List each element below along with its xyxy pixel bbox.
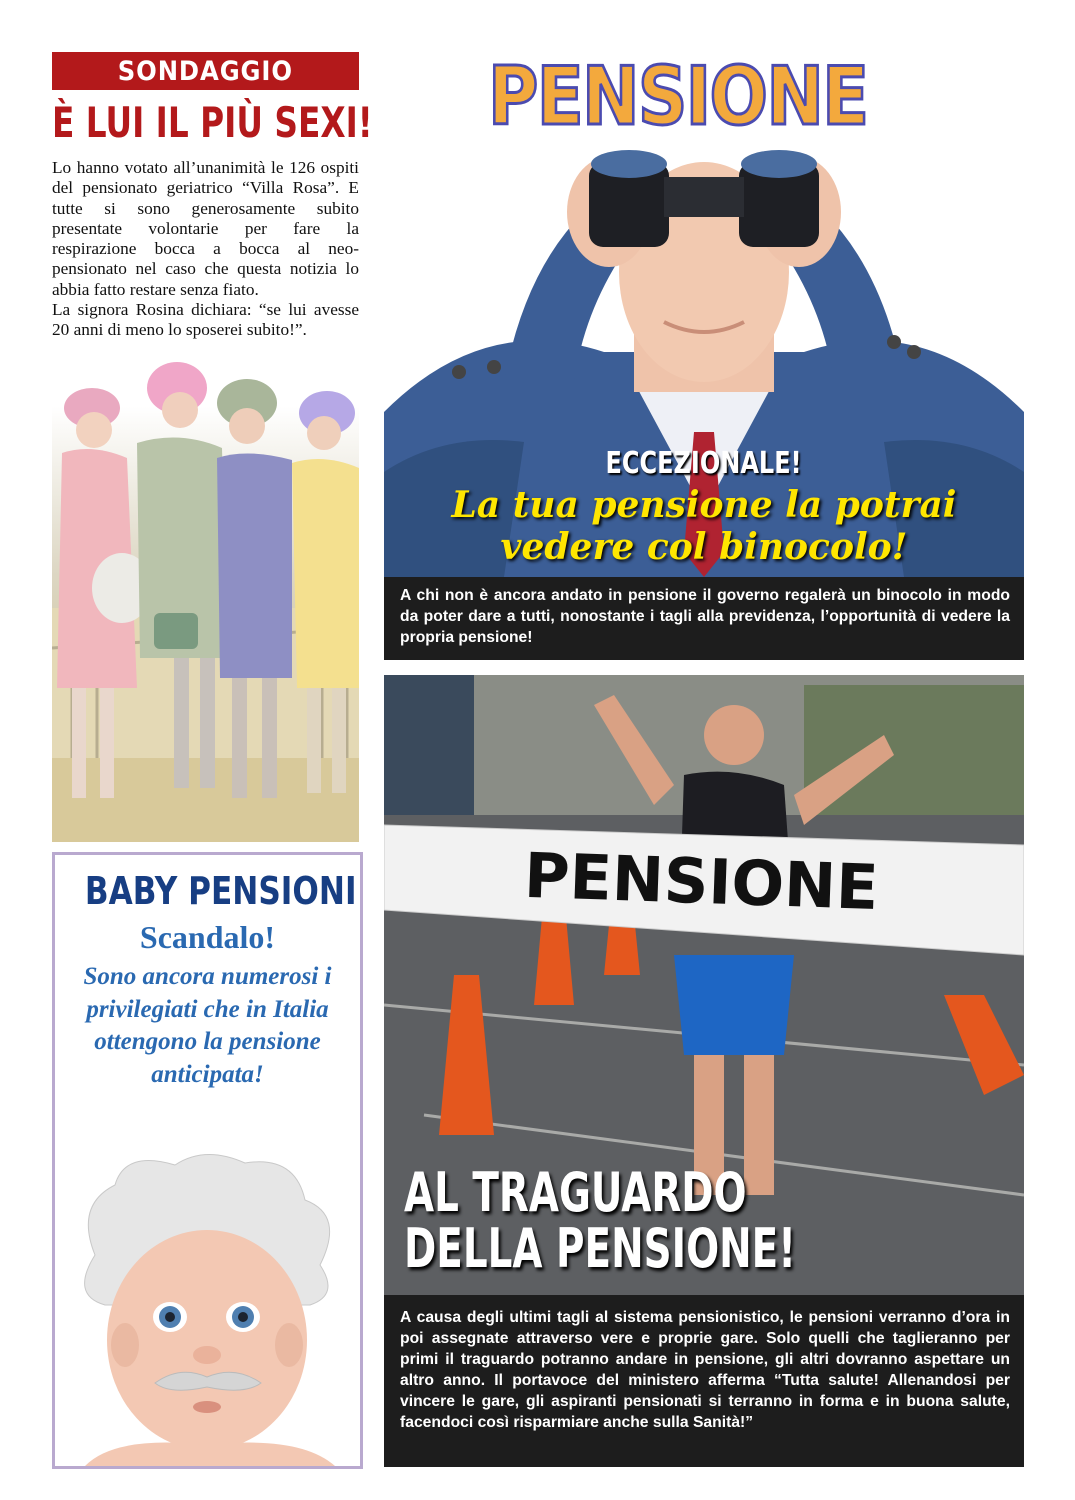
photo-elderly-women [52,358,359,842]
binocolo-headline [384,484,1024,568]
headline-line: vedere col binocolo! [500,526,908,568]
masthead-pensione [488,50,908,145]
finish-banner-text: PENSIONE [522,838,880,925]
traguardo-caption: A causa degli ultimi tagli al sistema pensionistico, le pensioni verranno d’ora in poi assegnate attraverso vere e proprie gare. Solo quelli che taglieranno per primi il traguardo potranno andare in pensione, gli altri dovranno aspettare un altro anno. Il portavoce del ministero afferma “Tutta salute! Allenandosi per vincere le gare, gli aspiranti pensionati si terranno in forma e in buona salute, facendoci così risparmiare anche sulla Sanità!” [384,1295,1024,1467]
binocolo-kicker [384,446,1024,481]
headline-piu-sexi [52,98,373,156]
baby-pensioni-title [55,869,360,913]
traguardo-headline [404,1161,844,1280]
baby-body-text: Sono ancora numerosi i privilegiati che in Italia ottengono la pensione anticipata! [83,963,332,1088]
headline-line: DELLA PENSIONE! [404,1217,796,1280]
binocolo-caption: A chi non è ancora andato in pensione il governo regalerà un binocolo in modo da poter dare a tutti, nonostante i tagli alla previdenza, l’opportunità di vedere la propria pensione! [384,577,1024,660]
article-paragraph: Lo hanno votato all’unanimità le 126 ospiti del pensionato geriatrico “Villa Rosa”. E tutte si sono generosamente subito presentate volontarie per fare la respirazione bocca a bocca al neo-pensionato nel caso che questa notizia lo abbia fatto restare senza fiato. [52,158,359,299]
headline-line: La tua pensione la potrai [451,484,957,526]
article-paragraph: La signora Rosina dichiara: “se lui avesse 20 anni di meno lo sposerei subito!”. [52,300,359,340]
baby-title-text: BABY PENSIONI [84,869,357,913]
baby-subtitle: Scandalo! [139,919,276,955]
sondaggio-article [52,158,359,341]
headline-line: AL TRAGUARDO [404,1161,747,1224]
headline-text: È LUI IL PIÙ SEXI! [52,98,373,147]
kicker-text: ECCEZIONALE! [605,446,803,481]
kicker-text: SONDAGGIO [117,55,294,87]
baby-pensioni-box [52,852,363,1469]
masthead-text: PENSIONE [488,50,868,143]
section-kicker-sondaggio [52,52,359,90]
photo-baby-einstein [55,1145,360,1466]
elderly-women-illustration [52,358,359,842]
